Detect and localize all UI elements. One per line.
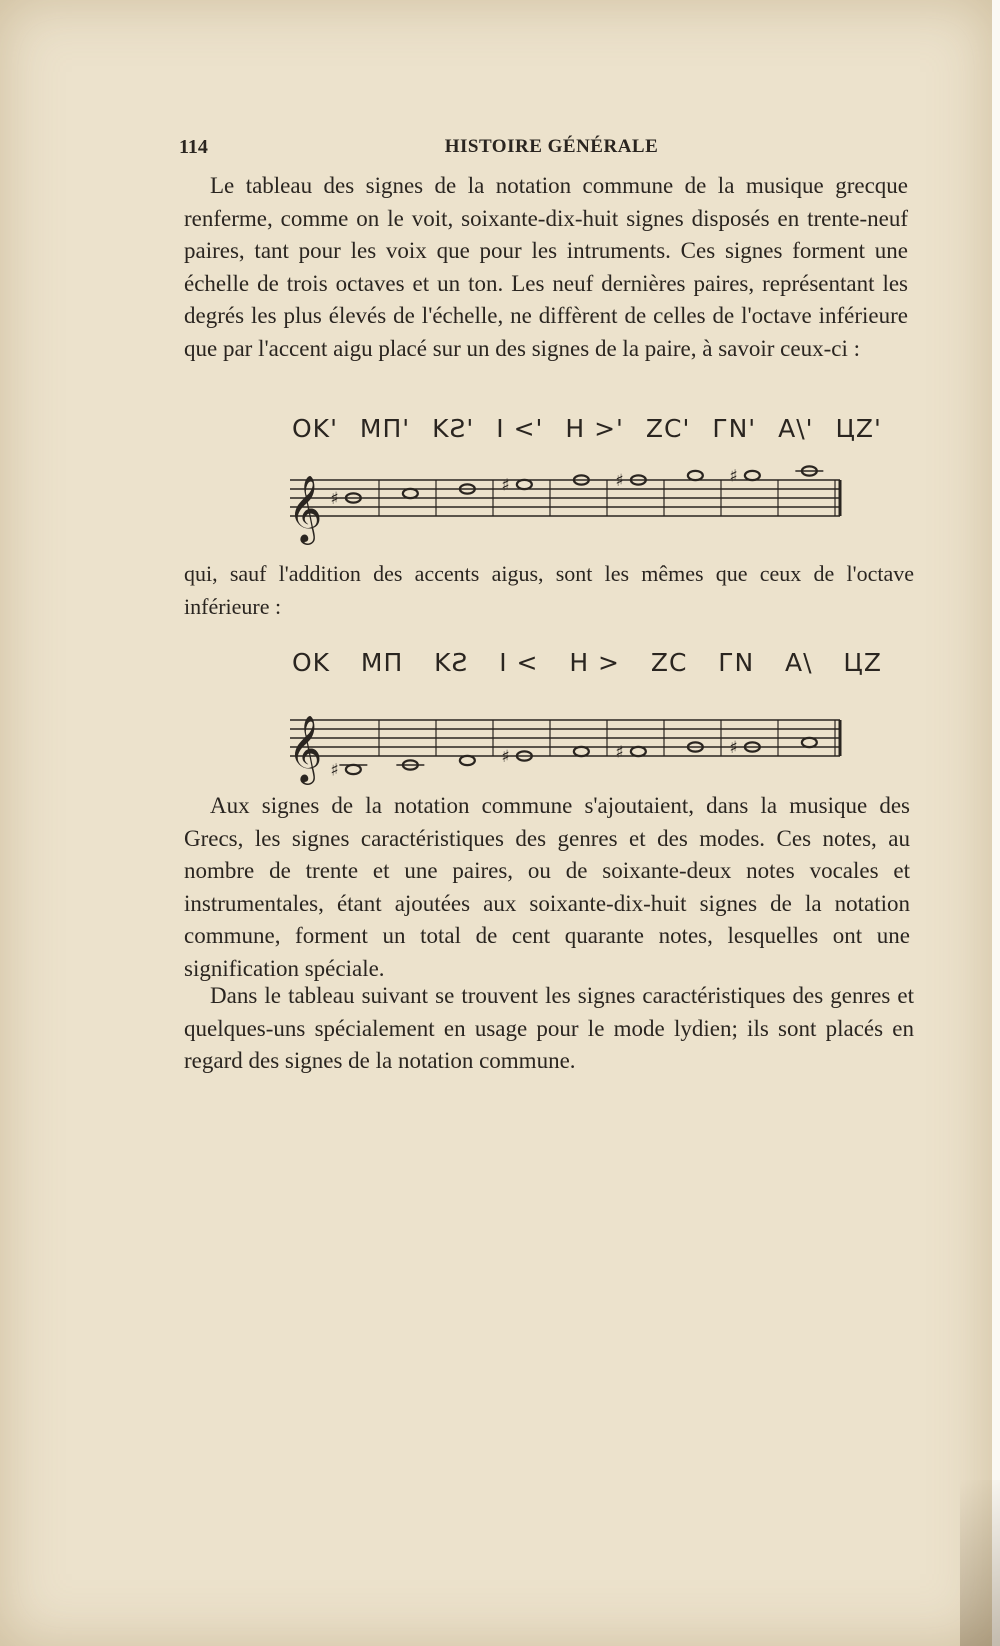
page-corner-shadow xyxy=(960,1480,1000,1646)
sharp-accidental: ♯ xyxy=(729,466,738,487)
sign-pair: H > xyxy=(569,647,621,677)
page-header xyxy=(179,136,924,162)
sign-pair: I <' xyxy=(496,413,544,443)
paragraph-3: Aux signes de la notation commune s'ajoutaient, dans la musique des Grecs, les signes caractéristiques des genres et des modes. Ces notes, au nombre de trente et une paires, ou de soixante-deux notes vocales et instrumentales, étant ajoutées aux soixante-dix-huit signes de la notation commune, forment un total de cent quarante notes, lesquelles ont une signification spéciale. xyxy=(184,793,910,981)
treble-clef: 𝄞 xyxy=(288,714,323,782)
sign-pair: MП' xyxy=(359,413,411,443)
sign-pair: A\ xyxy=(785,647,813,677)
whole-note xyxy=(631,747,646,756)
sign-pair: I < xyxy=(499,647,539,677)
lower-octave-signs xyxy=(292,644,882,680)
sharp-accidental: ♯ xyxy=(729,738,738,758)
sign-pair: KƧ xyxy=(434,647,469,677)
sign-pair: ГN' xyxy=(712,413,757,443)
lower-octave-staff xyxy=(250,690,890,780)
sign-pair: ЦZ' xyxy=(835,413,882,443)
paragraph-1: Le tableau des signes de la notation commune de la musique grecque renferme, comme on le voit, soixante-dix-huit signes disposés en trente-neuf paires, tant pour les voix que pour les intruments. Ces signes forment une échelle de trois octaves et un ton. Les neuf dernières paires, représentant les degrés les plus élevés de l'échelle, ne diffèrent de celles de l'octave inférieure que par l'accent aigu placé sur un des signes de la paire, à savoir ceux-ci : xyxy=(184,173,908,361)
sharp-accidental: ♯ xyxy=(330,760,339,781)
whole-note xyxy=(517,480,532,489)
whole-note xyxy=(460,756,475,765)
sign-pair: ZC' xyxy=(645,413,691,443)
sign-pair: OK' xyxy=(292,413,338,443)
sign-pair: OK xyxy=(292,647,331,677)
upper-octave-signs xyxy=(292,410,882,446)
paragraph-2: qui, sauf l'addition des accents aigus, sont les mêmes que ceux de l'octave inférieure : xyxy=(184,561,914,619)
whole-note xyxy=(346,765,361,774)
paragraph-4: Dans le tableau suivant se trouvent les signes caractéristiques des genres et quelques-uns spécialement en usage pour le mode lydien; ils sont placés en regard des signes de la notation commune. xyxy=(184,983,914,1073)
treble-clef: 𝄞 xyxy=(288,474,323,542)
sharp-accidental: ♯ xyxy=(615,742,624,763)
sharp-accidental: ♯ xyxy=(330,489,339,509)
whole-note xyxy=(745,471,760,480)
sharp-accidental: ♯ xyxy=(501,747,510,767)
sign-pair: A\' xyxy=(778,413,814,443)
sharp-accidental: ♯ xyxy=(501,475,510,496)
whole-note xyxy=(574,747,589,756)
whole-note xyxy=(688,471,703,480)
sign-pair: ГN xyxy=(718,647,755,677)
sign-pair: KƧ' xyxy=(432,413,475,443)
sign-pair: ЦZ xyxy=(843,647,882,677)
whole-note xyxy=(403,489,418,498)
sign-pair: H >' xyxy=(565,413,624,443)
upper-octave-staff xyxy=(250,450,890,540)
running-title: HISTOIRE GÉNÉRALE xyxy=(444,136,659,157)
whole-note xyxy=(802,738,817,747)
page-number: 114 xyxy=(179,136,208,158)
sign-pair: ZC xyxy=(650,647,688,677)
sign-pair: MП xyxy=(360,647,404,677)
sharp-accidental: ♯ xyxy=(615,471,624,491)
